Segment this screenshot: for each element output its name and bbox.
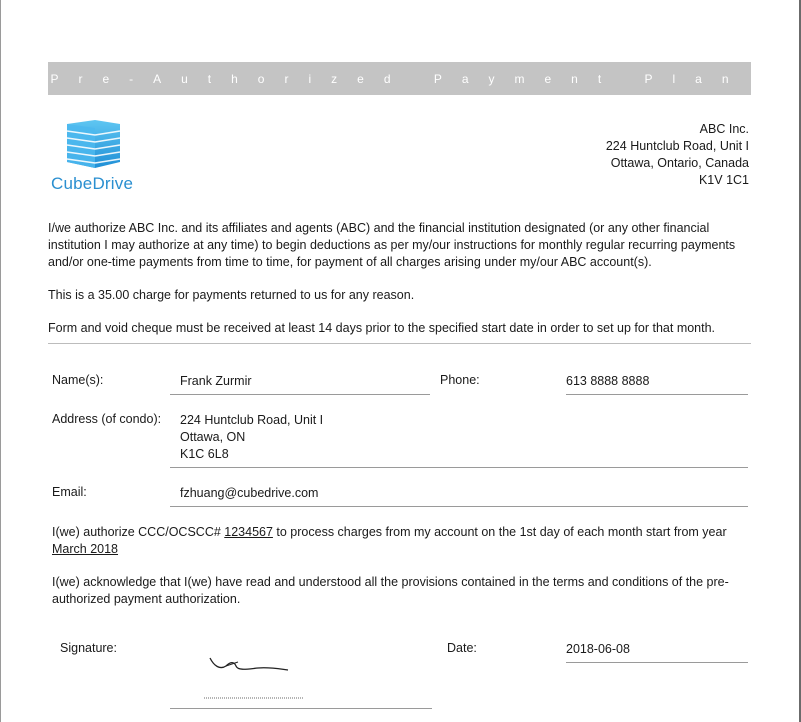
consent-paragraph — [52, 524, 752, 558]
address-line-3[interactable]: K1C 6L8 — [180, 447, 229, 461]
email-field[interactable]: fzhuang@cubedrive.com — [180, 486, 319, 500]
signature-underline — [170, 708, 432, 709]
address-underline — [170, 467, 748, 468]
account-number[interactable]: 1234567 — [224, 525, 273, 539]
date-field[interactable]: 2018-06-08 — [566, 642, 630, 656]
phone-underline — [566, 394, 748, 395]
email-underline — [170, 506, 748, 507]
handwritten-signature[interactable] — [200, 652, 310, 712]
company-postal: K1V 1C1 — [698, 173, 749, 187]
address-line-1[interactable]: 224 Huntclub Road, Unit I — [180, 413, 324, 427]
page-left-edge — [0, 0, 1, 722]
acknowledge-paragraph: I(we) acknowledge that I(we) have read and understood all the provisions contained in the terms and conditions of the pre-authorized payment authorization. — [52, 575, 729, 606]
logo-text: CubeDrive — [51, 174, 134, 193]
company-street: 224 Huntclub Road, Unit I — [605, 139, 749, 153]
date-label: Date: — [447, 641, 477, 655]
section-divider — [48, 343, 751, 344]
consent-text-2: to process charges from my account on the 1st day of each month start from year — [272, 525, 727, 539]
date-underline — [566, 662, 748, 663]
name-field[interactable]: Frank Zurmir — [180, 374, 252, 388]
document-title: Pre-Authorized Payment Plan — [50, 71, 749, 86]
address-line-2[interactable]: Ottawa, ON — [180, 430, 246, 444]
phone-field[interactable]: 613 8888 8888 — [566, 374, 650, 388]
start-date[interactable]: March 2018 — [52, 542, 119, 556]
company-address-block — [606, 121, 749, 189]
company-city: Ottawa, Ontario, Canada — [610, 156, 749, 170]
authorization-paragraph: I/we authorize ABC Inc. and its affiliates and agents (ABC) and the financial institution designated (or any other financial institution I may authorize at any time) to begin deductions as per my/our instructions for monthly regular recurring payments and/or one-time payments from time to time, for payment of all charges arising under my/our ABC account(s). — [48, 221, 736, 269]
email-label: Email: — [52, 485, 87, 499]
company-name: ABC Inc. — [699, 122, 749, 136]
document-title-bar — [48, 62, 751, 95]
consent-text-1: I(we) authorize CCC/OCSCC# — [52, 525, 225, 539]
phone-label: Phone: — [440, 373, 480, 387]
name-underline — [170, 394, 430, 395]
deadline-paragraph: Form and void cheque must be received at least 14 days prior to the specified start date in order to set up for that month. — [48, 321, 716, 335]
name-label: Name(s): — [52, 373, 104, 387]
charge-paragraph: This is a 35.00 charge for payments returned to us for any reason. — [48, 288, 415, 302]
signature-label: Signature: — [60, 641, 117, 655]
address-label: Address (of condo): — [52, 412, 162, 426]
